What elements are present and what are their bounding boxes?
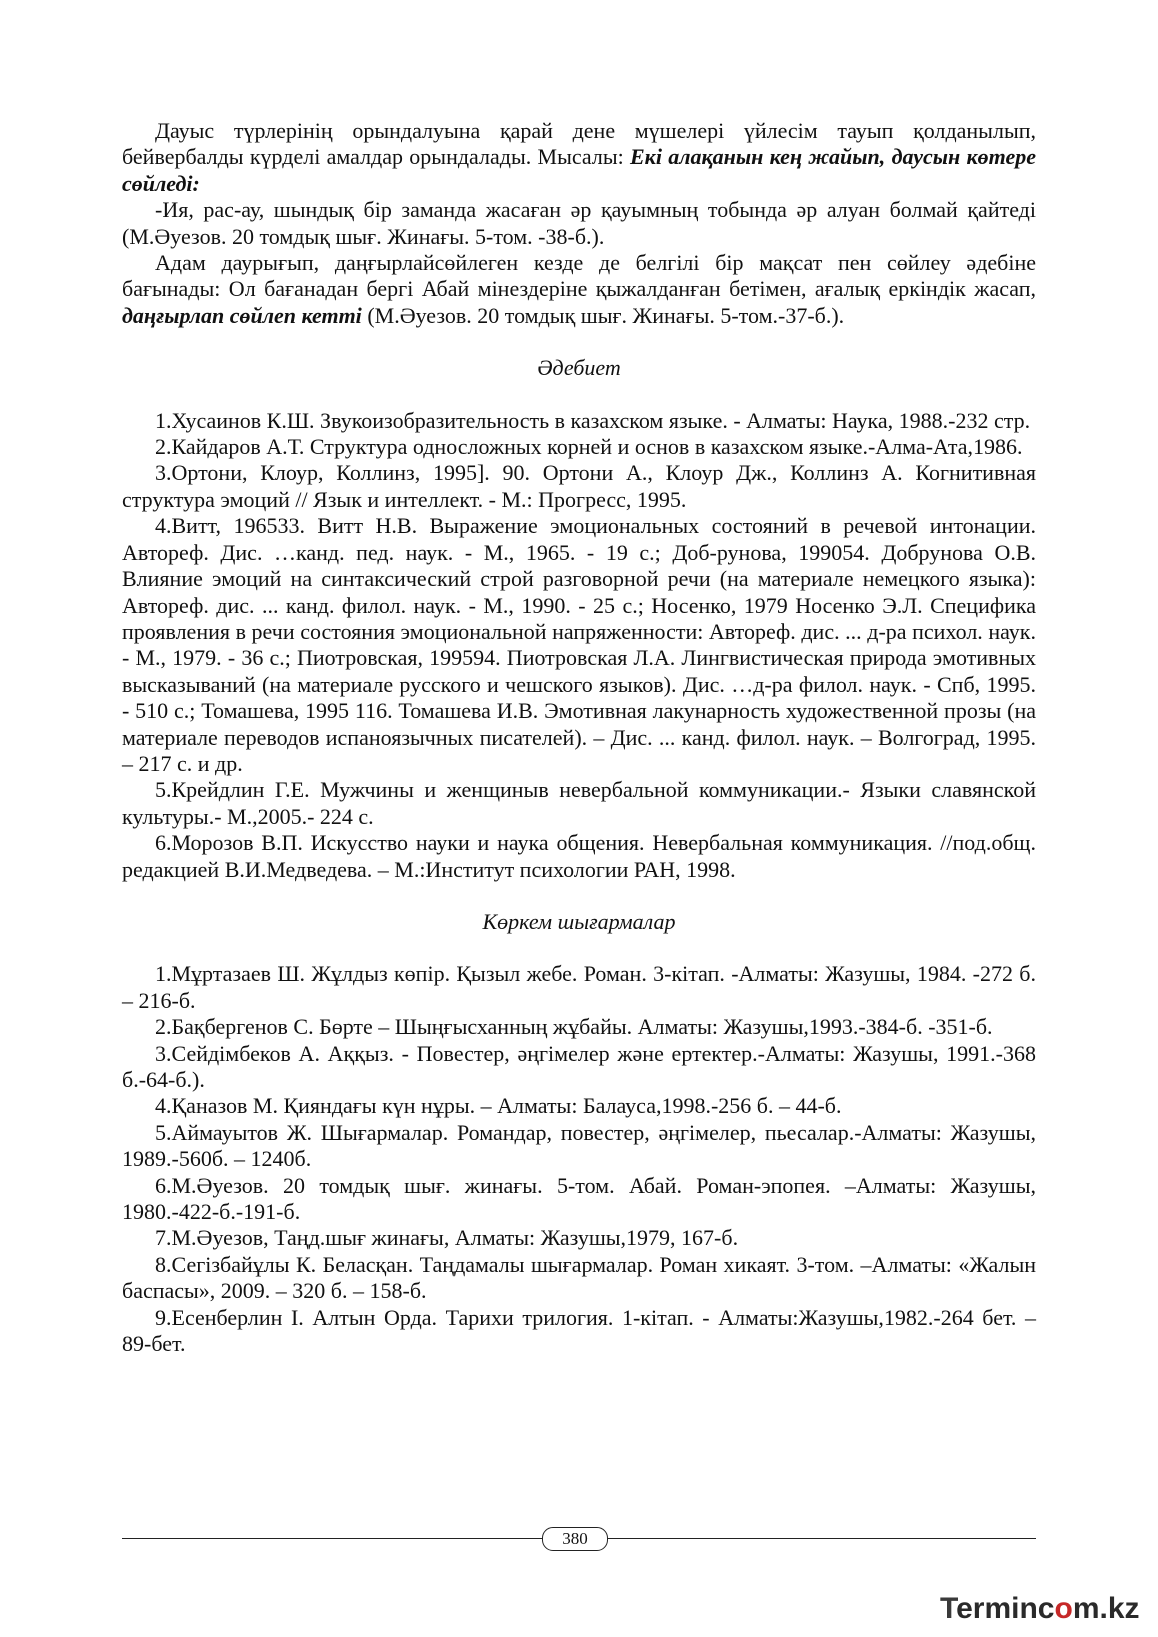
list-item: 4.Витт, 196533. Витт Н.В. Выражение эмоциональных состояний в речевой интонации. Автореф. Дис. …канд. пед. наук. - М., 1965. - 19 с.; Доб-рунова, 199054. Добрунова О.В. Влияние эмоций на синтаксический строй разговорной речи (на материале немецкого языка): Автореф. дис. ... канд. филол. наук. - М., 1990. - 25 с.; Носенко, 1979 Носенко Э.Л. Специфика проявления в речи состояния эмоциональной напряженности: Автореф. дис. ... д-ра психол. наук. - М., 1979. - 36 с.; Пиотровская, 199594. Пиотровская Л.А. Лингвистическая природа эмотивных высказываний (на материале русского и чешского языков). Дис. …д-ра филол. наук. - Спб, 1995. - 510 с.; Томашева, 1995 116. Томашева И.В. Эмотивная лакунарность художественной прозы (на материале переводов испаноязычных писателей). – Дис. ... канд. филол. наук. – Волгоград, 1995. – 217 с. и др. xyxy=(122,513,1036,776)
list-item: 3.Сейдімбеков А. Аққыз. - Повестер, әңгімелер және ертектер.-Алматы: Жазушы, 1991.-368 б.-64-б.). xyxy=(122,1040,1036,1092)
list-item: 6.М.Әуезов. 20 томдық шығ. жинағы. 5-том. Абай. Роман-эпопея. –Алматы: Жазушы, 1980.-422-б.-191-б. xyxy=(122,1172,1036,1225)
list-item: 9.Есенберлин І. Алтын Орда. Тарихи трилогия. 1-кітап. - Алматы:Жазушы,1982.-264 бет. – 89-бет. xyxy=(122,1304,1036,1357)
list-item: 2.Бақбергенов С. Бөрте – Шыңғысханның жұбайы. Алматы: Жазушы,1993.-384-б. -351-б. xyxy=(155,1014,993,1040)
literature-heading: Әдебиет xyxy=(537,355,621,381)
list-item: 5.Аймауытов Ж. Шығармалар. Романдар, повестер, әңгімелер, пьесалар.-Алматы: Жазушы, 1989.-560б. – 1240б. xyxy=(122,1119,1036,1172)
intro-example: даңғырлап сөйлеп кетті xyxy=(122,302,362,328)
list-item: 6.Морозов В.П. Искусство науки и наука общения. Невербальная коммуникация. //под.общ. редакцией В.И.Медведева. – М.:Институт психологии РАН, 1998. xyxy=(122,830,1036,882)
fiction-heading: Көркем шығармалар xyxy=(482,908,676,934)
logo-text: erminc xyxy=(956,1592,1055,1625)
logo-o-icon: o xyxy=(1054,1592,1073,1625)
intro-paragraph-2: -Ия, рас-ау, шындық бір заманда жасаған әр қауымның тобында әр алуан болмай қайтеді (М.Әуезов. 20 томдық шығ. Жинағы. 5-том. -38-б.). xyxy=(122,197,1036,249)
literature-list xyxy=(122,408,1036,883)
logo-domain: m.kz xyxy=(1072,1592,1140,1625)
intro-text: (М.Әуезов. 20 томдық шығ. Жинағы. 5-том.-37-б.). xyxy=(361,302,845,328)
list-item: 4.Қаназов М. Қияндағы күн нұры. – Алматы: Балауса,1998.-256 б. – 44-б. xyxy=(155,1093,842,1119)
page-number: 380 xyxy=(542,1527,608,1551)
list-item: 5.Крейдлин Г.Е. Мужчины и женщиныв невербальной коммуникации.- Языки славянской культуры.- М.,2005.- 224 с. xyxy=(122,777,1036,829)
fiction-list xyxy=(122,961,1036,1357)
logo-letter: T xyxy=(940,1592,957,1625)
termincom-logo xyxy=(940,1592,1140,1630)
list-item: 1.Хусаинов К.Ш. Звукоизобразительность в казахском языке. - Алматы: Наука, 1988.-232 стр. xyxy=(155,407,1031,433)
list-item: 7.М.Әуезов, Таңд.шығ жинағы, Алматы: Жазушы,1979, 167-б. xyxy=(155,1225,739,1251)
page-footer xyxy=(122,1527,1036,1551)
list-item: 3.Ортони, Клоур, Коллинз, 1995]. 90. Ортони А., Клоур Дж., Коллинз А. Когнитивная структура эмоций // Язык и интеллект. - М.: Прогресс, 1995. xyxy=(122,460,1036,512)
intro-text: Дауыс түрлерінің орындалуына қарай дене мүшелері үйлесім тауып қолданылып, бейвербалды күрделі амалдар орындалады. Мысалы: xyxy=(122,118,1036,170)
list-item: 1.Мұртазаев Ш. Жұлдыз көпір. Қызыл жебе. Роман. 3-кітап. -Алматы: Жазушы, 1984. -272 б. – 216-б. xyxy=(122,961,1036,1013)
intro-text: Адам даурығып, даңғырлайсөйлеген кезде де белгілі бір мақсат пен сөйлеу әдебіне бағынады: Ол бағанадан бергі Абай мінездеріне қыжалданған бетімен, ағалық еркіндік жасап, xyxy=(122,250,1036,302)
list-item: 2.Кайдаров А.Т. Структура односложных корней и основ в казахском языке.-Алма-Ата,1986. xyxy=(155,434,1023,460)
intro-paragraph-3 xyxy=(122,250,1036,329)
intro-paragraph-1 xyxy=(122,118,1036,197)
page-content xyxy=(122,118,1036,1357)
intro-example: Екі алақанын кең жайып, даусын көтере сөйледі: xyxy=(122,144,1036,196)
list-item: 8.Сегізбайұлы К. Беласқан. Таңдамалы шығармалар. Роман хикаят. 3-том. –Алматы: «Жалын баспасы», 2009. – 320 б. – 158-б. xyxy=(122,1251,1036,1304)
